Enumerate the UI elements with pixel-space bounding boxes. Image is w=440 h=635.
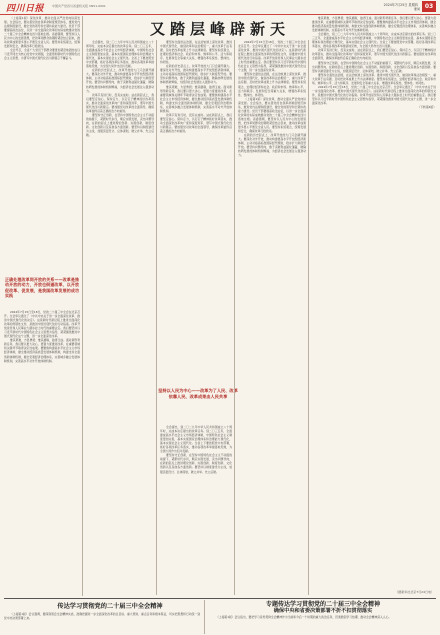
article-column-2 — [86, 40, 154, 595]
column-3-text: 惟其艰难，方显勇毅；惟其磨砺，始得玉成。面对新形势新任务，我们要以更大决心、更强力度推进改革，在重要领域和关键环节取得决定性成果。要聚焦构建高水平社会主义市场经济体制，健全推动经济高质量发展体制机制，构建支持全面创新体制机制，健全宏观经济治理体系，完善城乡融合发展体制机制，完善高水平对外开放体制机制。 — [4, 338, 80, 363]
newspaper-logo: 四川日报 — [6, 4, 45, 14]
column-divider — [308, 40, 309, 595]
column-9-text: 要坚持全面依法治国，在法治轨道上深化改革、推进中国式现代化，做到改革和法治相统一，重大改革于法有据、及时把改革成果上升为法律制度。要坚持系统观念，处理好经济和社会、政府和市场、效率和公平、活力和秩序、发展和安全等重大关系，增强改革系统性、整体性、协同性。 — [160, 40, 232, 65]
article-column-3-lower — [160, 425, 232, 595]
column-9-repeat: 要坚持全面依法治国，在法治轨道上深化改革、推进中国式现代化，做到改革和法治相统一，重大改革于法有据、及时把改革成果上升为法律制度。要坚持系统观念，处理好经济和社会、政府和市场、效率和公平、活力和秩序、发展和安全等重大关系，增强改革系统性、整体性、协同性。 — [238, 72, 306, 97]
column-6-repeat-2: 改革只有进行时，没有完成时。站在新起点上，我们要坚定信心、保持定力，以钉钉子精神抓好改革落实，推动全面深化改革向广度和深度进军，谱写中国式现代化四川新篇章。要加强党对改革的全面领导，确保改革始终沿着正确政治方向前进。 — [312, 48, 436, 61]
logo-subtitle: 中国共产党四川省委机关报 CN51-0001 — [52, 4, 106, 8]
issue-date: 2024年7月25日 星期四 — [383, 3, 418, 7]
column-2-repeat-2: 2024年7月15日至18日，党的二十届三中全会在北京召开。全会审议通过了《中共中央关于进一步全面深化改革、推进中国式现代化的决定》。这是新时代新征程上推进全面深化改革的纲领性文件，是推进中国式现代化的行动指南。改革开放是党和人民事业大踏步赶上时代的重要法宝。我们要坚持以习近平新时代中国特色社会主义思想为指导，紧紧围绕推进中国式现代化这个主题，进一步全面深化改革。 — [312, 84, 436, 105]
bottom-left-title: 传达学习贯彻党的二十届三中全会精神 — [57, 603, 163, 610]
continued-note: （下转第4版） — [417, 105, 436, 110]
section-label: 要闻 — [413, 7, 420, 11]
column-4-text: 全会提出，到二〇二九年中华人民共和国成立八十周年时，完成本决定提出的改革任务。到二〇三五年，全面建成高水平社会主义市场经济体制，中国特色社会主义制度更加完善，基本实现国家治理体系和治理能力现代化，基本实现社会主义现代化。全省上下要按照党中央部署，抓好各项改革任务落实，推动各项改革举措落地见效，为全国大局作出四川贡献。 — [86, 40, 154, 69]
source-note: （据新华社北京7月24日电） — [395, 590, 434, 594]
column-4-repeat-2: 全会提出，到二〇二九年中华人民共和国成立八十周年时，完成本决定提出的改革任务。到二〇三五年，全面建成高水平社会主义市场经济体制，中国特色社会主义制度更加完善，基本实现国家治理体系和治理能力现代化，基本实现社会主义现代化。全省上下要按照党中央部署，抓好各项改革任务落实，推动各项改革举措落地见效，为全国大局作出四川贡献。 — [312, 32, 436, 49]
column-1-repeat: （上接第1版）深化改革，推动全面从严治党向纵深发展。全会指出，要完善党的自我革命制度规范体系，推进党内法规制度建设，健全党的领导和长期执政能力建设。党员干部要提高政治站位，以进一步全面深化改革的实际成效推动党的二十届三中全会精神在四川落地生根。省委强调，要坚持以人民为中心的发展思想，把改革同群众的期盼紧密结合起来，推动改革成果更多更公平惠及全省人民。要坚持系统观念，统筹发展和安全，确保改革行稳致远。 — [238, 96, 306, 134]
article-column-1-lower — [4, 310, 80, 590]
masthead — [0, 0, 440, 15]
page-number-badge: 03 — [422, 1, 436, 12]
column-3-repeat-2: 惟其艰难，方显勇毅；惟其磨砺，始得玉成。面对新形势新任务，我们要以更大决心、更强力度推进改革，在重要领域和关键环节取得决定性成果。要聚焦构建高水平社会主义市场经济体制，健全推动经济高质量发展体制机制，构建支持全面创新体制机制，健全宏观经济治理体系，完善城乡融合发展体制机制，完善高水平对外开放体制机制。 — [312, 16, 436, 33]
bottom-right-text: （上接第1版）会议指出，要把学习宣传贯彻全会精神作为当前和今后一个时期的重大政治任务，迅速掀起学习热潮，推动全会精神深入人心。 — [216, 615, 392, 619]
bottom-right-article — [210, 615, 436, 634]
column-divider — [234, 40, 235, 595]
column-5-repeat-2: 在新的历史起点上，改革开放的大门只会越开越大。要深化对外开放，推动构建更高水平开放型经济新体制，主动对接高标准国际经贸规则，稳步扩大制度型开放。要坚持问题导向，敢于突破利益固化藩篱，破除妨碍发展的体制机制弊端，为经济社会发展注入强劲动力。 — [238, 133, 306, 158]
page-headline: 又踏层峰辟新天 — [149, 20, 290, 38]
article-column-5 — [312, 16, 436, 596]
column-divider — [204, 600, 205, 634]
column-6-text: 改革只有进行时，没有完成时。站在新起点上，我们要坚定信心、保持定力，以钉钉子精神抓好改革落实，推动全面深化改革向广度和深度进军，谱写中国式现代化四川新篇章。要加强党对改革的全面领导，确保改革始终沿着正确政治方向前进。 — [86, 92, 154, 113]
article-column-1 — [4, 16, 80, 274]
bottom-left-article — [4, 612, 200, 634]
column-1-text: （上接第1版）深化改革，推动全面从严治党向纵深发展。全会指出，要完善党的自我革命制度规范体系，推进党内法规制度建设，健全党的领导和长期执政能力建设。党员干部要提高政治站位，以进一步全面深化改革的实际成效推动党的二十届三中全会精神在四川落地生根。省委强调，要坚持以人民为中心的发展思想，把改革同群众的期盼紧密结合起来，推动改革成果更多更公平惠及全省人民。要坚持系统观念，统筹发展和安全，确保改革行稳致远。 — [4, 16, 80, 49]
article-column-3 — [160, 40, 232, 380]
column-divider — [156, 40, 157, 595]
column-1-text-b: 全会号召，全省广大党员干部群众要更加紧密地团结在以习近平同志为核心的党中央周围，全面贯彻新时代中国特色社会主义思想，为谱写中国式现代化四川新篇章不懈奋斗。 — [4, 48, 80, 61]
bottom-right-title: 专题传达学习贯彻党的二十届三中全会精神 — [265, 601, 380, 608]
column-2-repeat: 2024年7月15日至18日，党的二十届三中全会在北京召开。全会审议通过了《中共中央关于进一步全面深化改革、推进中国式现代化的决定》。这是新时代新征程上推进全面深化改革的纲领性文件，是推进中国式现代化的行动指南。改革开放是党和人民事业大踏步赶上时代的重要法宝。我们要坚持以习近平新时代中国特色社会主义思想为指导，紧紧围绕推进中国式现代化这个主题，进一步全面深化改革。 — [238, 40, 306, 73]
article-column-4 — [238, 40, 306, 595]
column-5-repeat: 在新的历史起点上，改革开放的大门只会越开越大。要深化对外开放，推动构建更高水平开放型经济新体制，主动对接高标准国际经贸规则，稳步扩大制度型开放。要坚持问题导向，敢于突破利益固化藩篱，破除妨碍发展的体制机制弊端，为经济社会发展注入强劲动力。 — [160, 64, 232, 85]
column-6-repeat: 改革只有进行时，没有完成时。站在新起点上，我们要坚定信心、保持定力，以钉钉子精神抓好改革落实，推动全面深化改革向广度和深度进军，谱写中国式现代化四川新篇章。要加强党对改革的全面领导，确保改革始终沿着正确政治方向前进。 — [160, 112, 232, 134]
column-7-repeat-2: 要坚持守正创新，在坚持中国特色社会主义不动摇的前提下，紧跟时代步伐，顺应实践发展，突出问题导向，在新的起点上推进理论创新、实践创新、制度创新、文化创新以及其他各方面创新。要坚持以制度建设为主线，加强顶层设计、总体谋划，破立并举、先立后破。 — [312, 60, 436, 73]
column-9-repeat-2: 要坚持全面依法治国，在法治轨道上深化改革、推进中国式现代化，做到改革和法治相统一，重大改革于法有据、及时把改革成果上升为法律制度。要坚持系统观念，处理好经济和社会、政府和市场、效率和公平、活力和秩序、发展和安全等重大关系，增强改革系统性、整体性、协同性。 — [312, 72, 436, 85]
middle-pull-quote: 坚持以人民为中心——改革为了人民、改革依靠人民、改革成果由人民共享 — [158, 388, 238, 399]
column-5-text: 在新的历史起点上，改革开放的大门只会越开越大。要深化对外开放，推动构建更高水平开放型经济新体制，主动对接高标准国际经贸规则，稳步扩大制度型开放。要坚持问题导向，敢于突破利益固化藩篱，破除妨碍发展的体制机制弊端，为经济社会发展注入强劲动力。 — [86, 68, 154, 93]
bottom-left-text: （上接第1版）会议强调，要深刻领会全会精神实质，准确把握进一步全面深化改革的总目标、重大原则、重点任务和根本保证，切实把思想和行动统一到党中央决策部署上来。 — [4, 612, 200, 621]
column-4-repeat: 全会提出，到二〇二九年中华人民共和国成立八十周年时，完成本决定提出的改革任务。到二〇三五年，全面建成高水平社会主义市场经济体制，中国特色社会主义制度更加完善，基本实现国家治理体系和治理能力现代化，基本实现社会主义现代化。全省上下要按照党中央部署，抓好各项改革任务落实，推动各项改革举措落地见效，为全国大局作出四川贡献。 — [160, 425, 232, 454]
left-pull-quote: 正确处理改革同开放的关系——改革是推动开放的动力，开放也倒逼改革，以开放促改革、促发展，是我国改革发展的成功实践 — [5, 277, 79, 299]
column-divider — [82, 16, 83, 596]
column-2-text: 2024年7月15日至18日，党的二十届三中全会在北京召开。全会审议通过了《中共中央关于进一步全面深化改革、推进中国式现代化的决定》。这是新时代新征程上推进全面深化改革的纲领性文件，是推进中国式现代化的行动指南。改革开放是党和人民事业大踏步赶上时代的重要法宝。我们要坚持以习近平新时代中国特色社会主义思想为指导，紧紧围绕推进中国式现代化这个主题，进一步全面深化改革。 — [4, 310, 80, 339]
column-7-repeat: 要坚持守正创新，在坚持中国特色社会主义不动摇的前提下，紧跟时代步伐，顺应实践发展，突出问题导向，在新的起点上推进理论创新、实践创新、制度创新、文化创新以及其他各方面创新。要坚持以制度建设为主线，加强顶层设计、总体谋划，破立并举、先立后破。 — [160, 453, 232, 474]
column-3-repeat: 惟其艰难，方显勇毅；惟其磨砺，始得玉成。面对新形势新任务，我们要以更大决心、更强力度推进改革，在重要领域和关键环节取得决定性成果。要聚焦构建高水平社会主义市场经济体制，健全推动经济高质量发展体制机制，构建支持全面创新体制机制，健全宏观经济治理体系，完善城乡融合发展体制机制，完善高水平对外开放体制机制。 — [160, 84, 232, 113]
bottom-right-subtitle: 确保中央和省委决策部署不折不扣贯彻落实 — [273, 608, 373, 614]
column-7-text: 要坚持守正创新，在坚持中国特色社会主义不动摇的前提下，紧跟时代步伐，顺应实践发展，突出问题导向，在新的起点上推进理论创新、实践创新、制度创新、文化创新以及其他各方面创新。要坚持以制度建设为主线，加强顶层设计、总体谋划，破立并举、先立后破。 — [86, 112, 154, 138]
